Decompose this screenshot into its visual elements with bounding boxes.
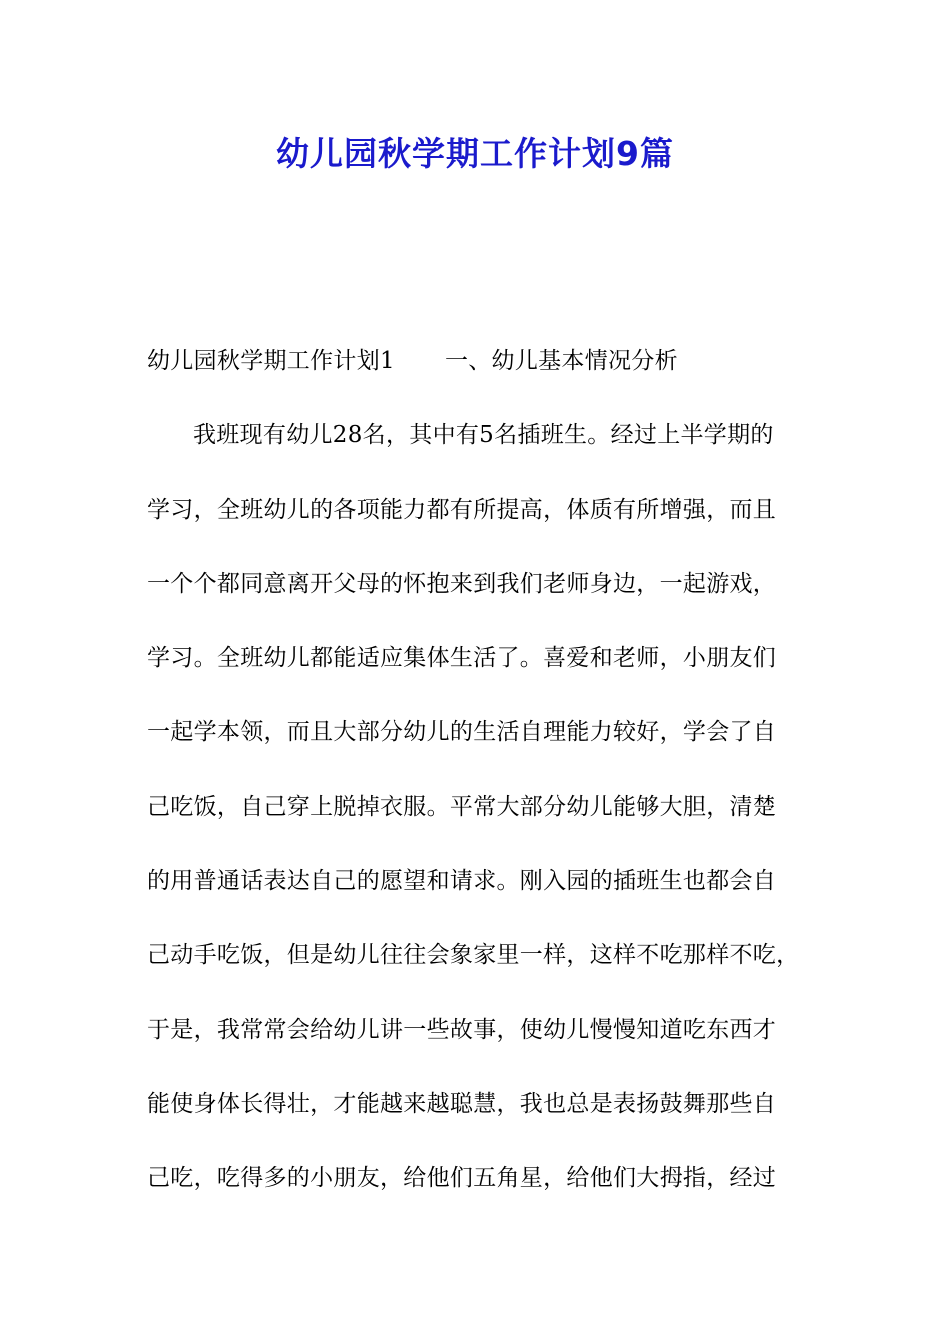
paragraph-line: 一起学本领，而且大部分幼儿的生活自理能力较好，学会了自 [147,719,777,746]
paragraph-line: 己吃饭，自己穿上脱掉衣服。平常大部分幼儿能够大胆，清楚 [147,793,777,820]
paragraph-line: 于是，我常常会给幼儿讲一些故事，使幼儿慢慢知道吃东西才 [147,1016,777,1043]
paragraph-line: 一个个都同意离开父母的怀抱来到我们老师身边，一起游戏， [147,570,777,597]
document-title: 幼儿园秋学期工作计划9篇 [276,134,674,173]
paragraph-line: 能使身体长得壮，才能越来越聪慧，我也总是表扬鼓舞那些自 [147,1090,777,1117]
paragraph-line: 我班现有幼儿28名，其中有5名插班生。经过上半学期的 [193,422,774,449]
paragraph-line: 学习。全班幼儿都能适应集体生活了。喜爱和老师，小朋友们 [147,645,777,672]
paragraph-line: 学习，全班幼儿的各项能力都有所提高，体质有所增强，而且 [147,496,777,523]
document-body [147,337,827,1229]
paragraph-line: 的用普通话表达自己的愿望和请求。刚入园的插班生也都会自 [147,868,777,895]
paragraph-line: 己动手吃饭，但是幼儿往往会象家里一样，这样不吃那样不吃， [147,942,800,969]
paragraph-line: 己吃，吃得多的小朋友，给他们五角星，给他们大拇指，经过 [147,1165,777,1192]
subsection-title: 一、幼儿基本情况分析 [444,348,678,374]
section-title: 幼儿园秋学期工作计划1 [147,348,395,374]
section-heading-line [147,337,827,411]
